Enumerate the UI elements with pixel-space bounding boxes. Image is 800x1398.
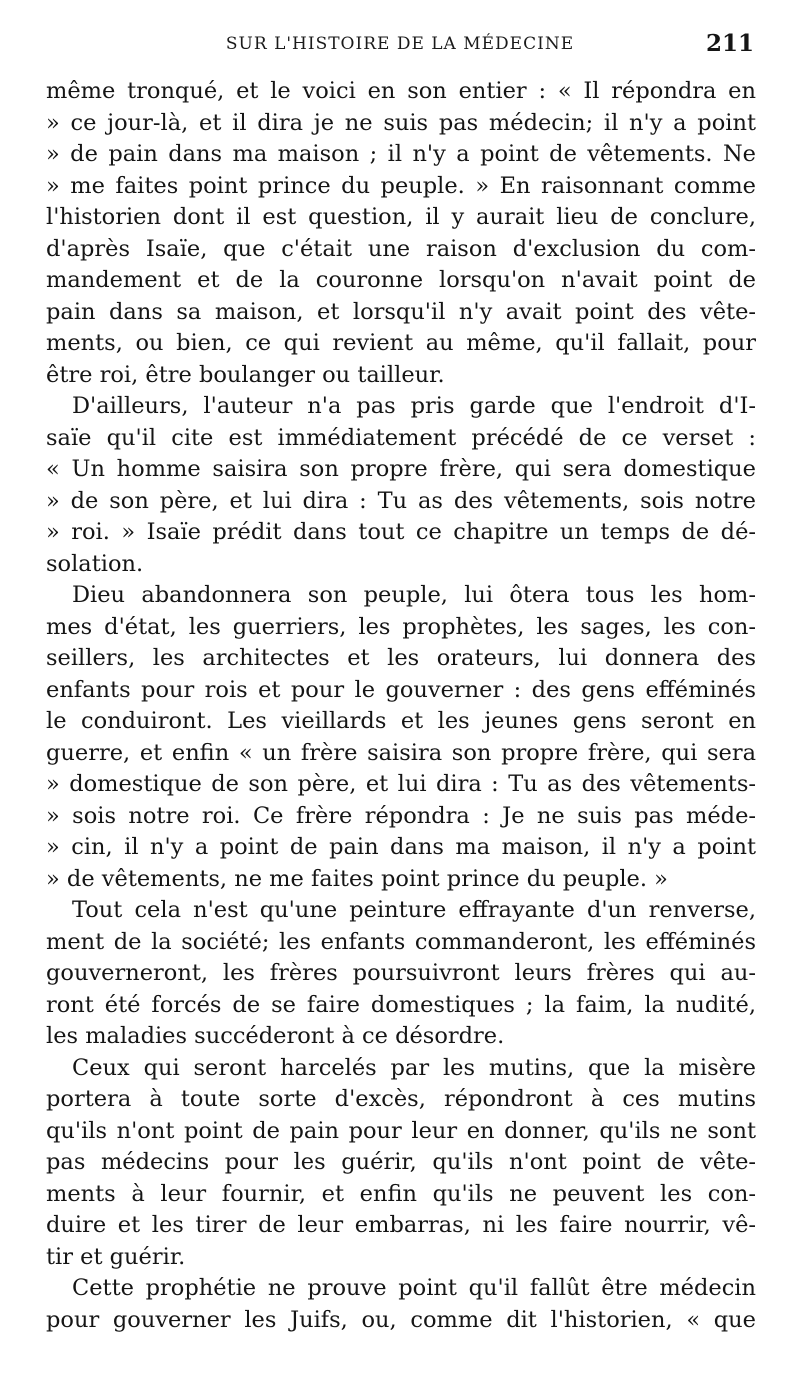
text-line: ront été forcés de se faire domestiques ; la faim, la nudité, — [46, 991, 756, 1018]
body-text — [46, 76, 756, 1336]
text-line: pas médecins pour les guérir, qu'ils n'ont point de vête- — [46, 1149, 756, 1175]
text-line: d'après Isaïe, que c'était une raison d'exclusion du com- — [46, 235, 756, 262]
text-line: les maladies succéderont à ce désordre. — [46, 1023, 505, 1049]
text-line: Ceux qui seront harcelés par les mutins, que la misère — [72, 1054, 756, 1081]
text-line: tir et guérir. — [46, 1243, 186, 1270]
text-line: mes d'état, les guerriers, les prophètes, les sages, les con- — [46, 613, 756, 640]
text-line: D'ailleurs, l'auteur n'a pas pris garde que l'endroit d'I- — [72, 393, 756, 419]
text-line: » domestique de son père, et lui dira : Tu as des vêtements- — [46, 771, 756, 797]
text-line: le conduiront. Les vieillards et les jeunes gens seront en — [46, 708, 756, 734]
page-number: 211 — [705, 30, 754, 57]
text-line: qu'ils n'ont point de pain pour leur en donner, qu'ils ne sont — [46, 1117, 756, 1144]
text-line: « Un homme saisira son propre frère, qui sera domestique — [46, 456, 756, 482]
text-line: pain dans sa maison, et lorsqu'il n'y avait point des vête- — [46, 298, 756, 325]
text-line: » de vêtements, ne me faites point prince du peuple. » — [46, 865, 668, 892]
text-line: l'historien dont il est question, il y aurait lieu de conclure, — [46, 204, 756, 230]
text-line: Tout cela n'est qu'une peinture effrayante d'un renverse, — [72, 897, 756, 923]
text-line: seillers, les architectes et les orateurs, lui donnera des — [46, 645, 756, 671]
text-line: » ce jour-là, et il dira je ne suis pas médecin; il n'y a point — [46, 109, 756, 136]
text-line: Dieu abandonnera son peuple, lui ôtera tous les hom- — [72, 582, 756, 608]
text-line: ments à leur fournir, et enfin qu'ils ne peuvent les con- — [46, 1180, 756, 1207]
text-line: » de son père, et lui dira : Tu as des vêtements, sois notre — [46, 487, 756, 514]
text-line: guerre, et enfin « un frère saisira son propre frère, qui sera — [46, 739, 756, 766]
text-line: être roi, être boulanger ou tailleur. — [46, 361, 445, 388]
text-line: » de pain dans ma maison ; il n'y a point de vêtements. Ne — [46, 141, 756, 167]
text-line: ments, ou bien, ce qui revient au même, qu'il fallait, pour — [46, 330, 756, 356]
text-line: » roi. » Isaïe prédit dans tout ce chapitre un temps de dé- — [46, 519, 756, 545]
text-line: mandement et de la couronne lorsqu'on n'avait point de — [46, 267, 756, 293]
text-line: Cette prophétie ne prouve point qu'il fallût être médecin — [72, 1275, 756, 1301]
text-line: » cin, il n'y a point de pain dans ma maison, il n'y a point — [46, 834, 756, 860]
running-title: SUR L'HISTOIRE DE LA MÉDECINE — [225, 34, 575, 54]
text-line: gouverneront, les frères poursuivront leurs frères qui au- — [46, 960, 756, 986]
text-line: enfants pour rois et pour le gouverner : des gens efféminés — [46, 676, 756, 703]
text-line: même tronqué, et le voici en son entier : « Il répondra en — [46, 78, 756, 104]
text-line: duire et les tirer de leur embarras, ni les faire nourrir, vê- — [46, 1212, 756, 1238]
text-line: » sois notre roi. Ce frère répondra : Je ne suis pas méde- — [46, 802, 756, 829]
text-line: pour gouverner les Juifs, ou, comme dit l'historien, « que — [46, 1306, 756, 1333]
text-line: portera à toute sorte d'excès, répondront à ces mutins — [46, 1086, 756, 1112]
text-line: saïe qu'il cite est immédiatement précédé de ce verset : — [46, 424, 756, 451]
text-line: » me faites point prince du peuple. » En raisonnant comme — [46, 172, 756, 199]
text-line: ment de la société; les enfants commanderont, les efféminés — [46, 928, 756, 955]
text-line: solation. — [46, 550, 144, 577]
